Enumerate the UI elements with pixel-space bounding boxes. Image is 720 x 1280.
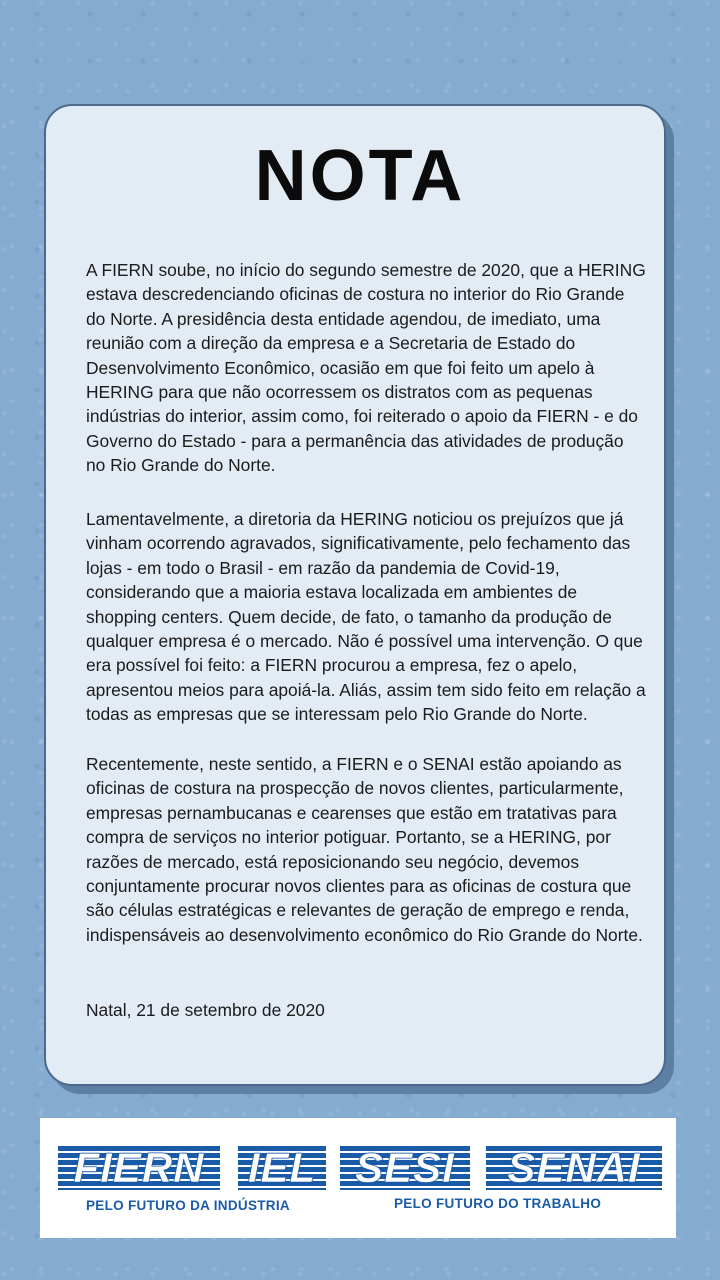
sesi-logo: SESI <box>340 1146 470 1190</box>
note-paragraph-1: A FIERN soube, no início do segundo semestre de 2020, que a HERING estava descredenciando oficinas de costura no interior do Rio Grande do Norte. A presidência desta entidade agendou, de imediato, uma reunião com a direção da empresa e a Secretaria de Estado do Desenvolvimento Econômico, ocasião em que foi feito um apelo à HERING para que não ocorressem os distratos com as pequenas indústrias do interior, assim como, foi reiterado o apoio da FIERN - e do Governo do Estado - para a permanência das atividades de produção no Rio Grande do Norte. <box>86 260 646 476</box>
tagline-work: PELO FUTURO DO TRABALHO <box>394 1196 602 1211</box>
note-paragraph-2: Lamentavelmente, a diretoria da HERING noticiou os prejuízos que já vinham ocorrendo agravados, significativamente, pelo fechamento das lojas - em todo o Brasil - em razão da pandemia de Covid-19, considerando que a maioria estava localizada em ambientes de shopping centers. Quem decide, de fato, o tamanho da produção de qualquer empresa é o mercado. Não é possível uma intervenção. O que era possível foi feito: a FIERN procurou a empresa, fez o apelo, apresentou meios para apoiá-la. Aliás, assim tem sido feito em relação a todas as empresas que se interessam pelo Rio Grande do Norte. <box>86 509 646 725</box>
iel-logo: IEL <box>238 1146 326 1190</box>
note-title: NOTA <box>254 136 466 216</box>
logo-strip <box>40 1118 676 1238</box>
note-signature: Natal, 21 de setembro de 2020 <box>86 1000 325 1020</box>
note-paragraph-3: Recentemente, neste sentido, a FIERN e o SENAI estão apoiando as oficinas de costura na prospecção de novos clientes, particularmente, empresas pernambucanas e cearenses que estão em tratativas para compra de serviços no interior potiguar. Portanto, se a HERING, por razões de mercado, está reposicionando seu negócio, devemos conjuntamente procurar novos clientes para as oficinas de costura que são células estratégicas e relevantes de geração de emprego e renda, indispensáveis ao desenvolvimento econômico do Rio Grande do Norte. <box>86 754 643 945</box>
senai-logo: SENAI <box>486 1146 662 1190</box>
tagline-industry: PELO FUTURO DA INDÚSTRIA <box>86 1198 290 1213</box>
fiern-logo: FIERN <box>58 1146 220 1190</box>
